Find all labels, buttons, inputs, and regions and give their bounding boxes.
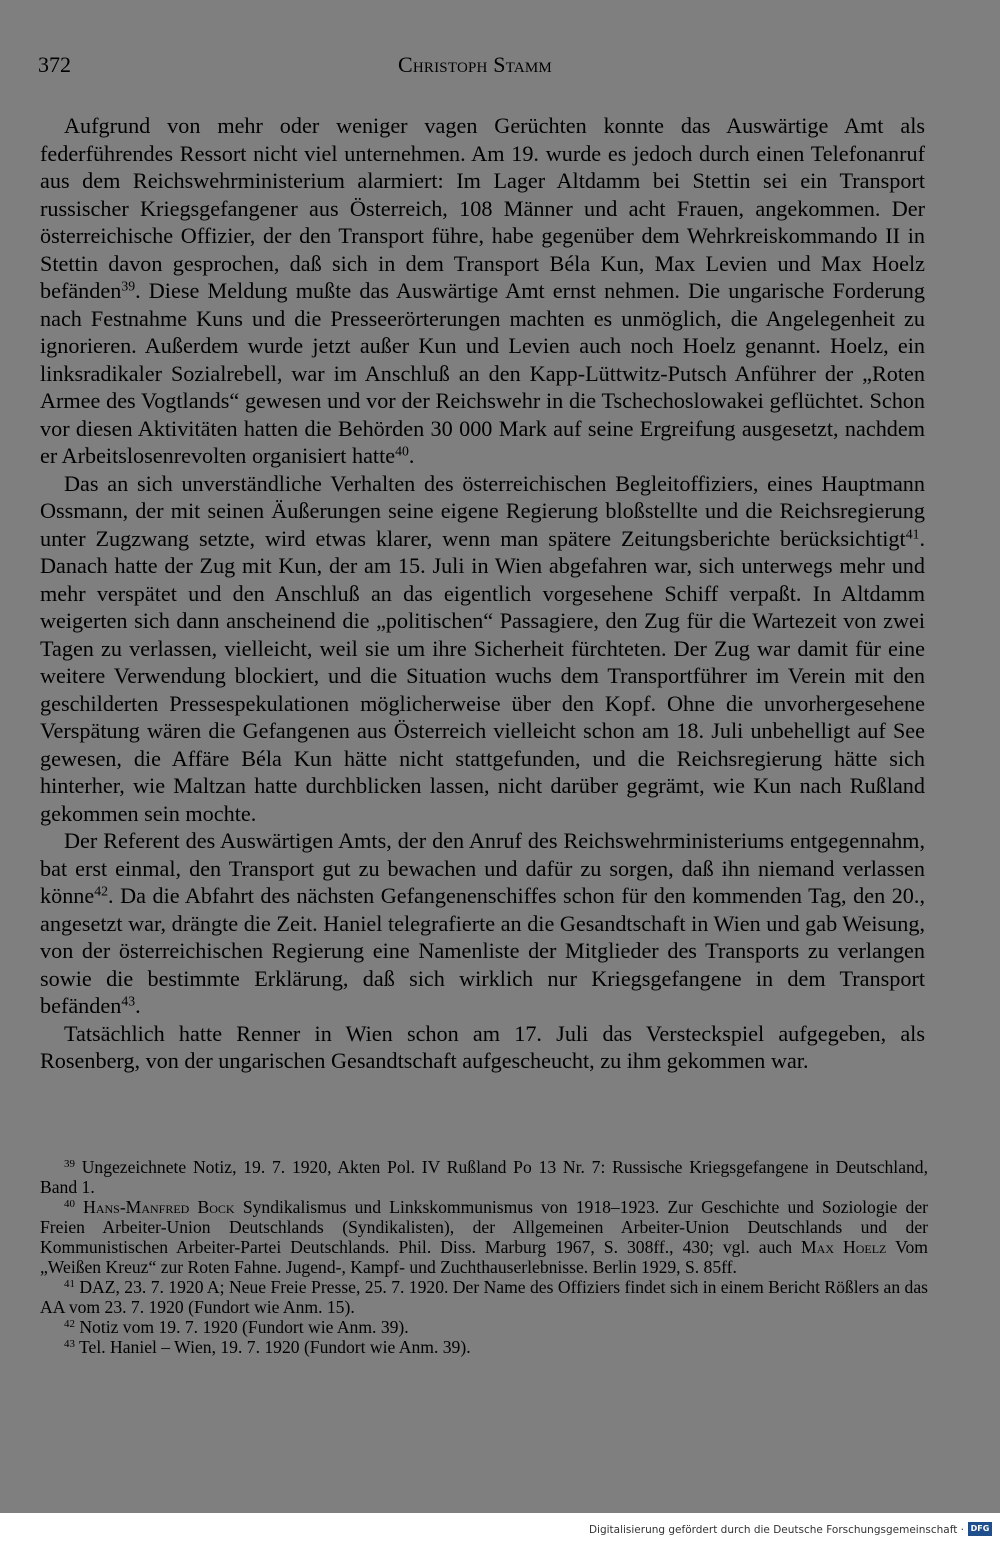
footnotes — [40, 1157, 928, 1357]
footnote: $^{40}$ Hans-Manfred Bock Syndikalismus und Linkskommunismus von 1918–1923. Zur Geschichte und Soziologie der Freien Arbeiter-Union Deutschlands (Syndikalisten), der Allgemeinen Arbeiter-Union Deutschlands und der Kommunistischen Arbeiter-Partei Deutschlands. Phil. Diss. Marburg 1967, S. 308ff., 430; vgl. auch Max Hoelz Vom „Weißen Kreuz“ zur Roten Fahne. Jugend-, Kampf- und Zuchthauserlebnisse. Berlin 1929, S. 85ff. — [40, 1197, 928, 1277]
footnote-ref[interactable]: 42 — [94, 883, 108, 899]
page-number: 372 — [38, 52, 71, 77]
footnote-number: 43 — [64, 1338, 75, 1350]
dfg-logo-icon[interactable]: DFG — [968, 1522, 992, 1536]
footnote: $^{39}$ Ungezeichnete Notiz, 19. 7. 1920, Akten Pol. IV Rußland Po 13 Nr. 7: Russische Kriegsgefangene in Deutschland, Band 1. — [40, 1157, 929, 1197]
footnote-number: 41 — [64, 1278, 75, 1290]
footnote: $^{41}$ DAZ, 23. 7. 1920 A; Neue Freie Presse, 25. 7. 1920. Der Name des Offiziers findet sich in einem Bericht Rößlers an das AA vom 23. 7. 1920 (Fundort wie Anm. 15). — [40, 1277, 928, 1317]
paragraph: Der Referent des Auswärtigen Amts, der den Anruf des Reichswehrministeriums entgegennahm, bat erst einmal, den Transport gut zu bewachen und dafür zu sorgen, daß ihn niemand verlassen könne$^{42}$. Da die Abfahrt des nächsten Gefangenenschiffes schon für den kommenden Tag, den 20., angesetzt war, drängte die Zeit. Haniel telegrafierte an die Gesandtschaft in Wien und gab Weisung, von der österreichischen Regierung eine Namenliste der Mitglieder des Transports zu verlangen sowie die bestimmte Erklärung, daß sich wirklich nur Kriegsgefangene in dem Transport befänden$^{43}$. — [40, 828, 925, 1018]
footnote-number: 42 — [64, 1318, 75, 1330]
footnote: $^{42}$ Notiz vom 19. 7. 1920 (Fundort wie Anm. 39). — [64, 1317, 409, 1337]
footnote-number: 39 — [64, 1158, 75, 1170]
author-name: Max Hoelz — [801, 1237, 887, 1257]
footnote-ref[interactable]: 40 — [395, 443, 409, 459]
paragraph: Tatsächlich hatte Renner in Wien schon am 17. Juli das Versteckspiel aufgegeben, als Rosenberg, von der ungarischen Gesandtschaft aufgescheucht, zu ihm gekommen war. — [40, 1020, 925, 1073]
footnote-number: 40 — [64, 1198, 75, 1210]
footnote: $^{43}$ Tel. Haniel – Wien, 19. 7. 1920 (Fundort wie Anm. 39). — [64, 1337, 471, 1357]
footnote-ref[interactable]: 43 — [121, 993, 136, 1009]
credit-text: Digitalisierung gefördert durch die Deutsche Forschungsgemeinschaft · — [588, 1524, 964, 1536]
running-title: Christoph Stamm — [398, 52, 552, 77]
footnote-ref[interactable]: 39 — [121, 278, 136, 294]
footnote-ref[interactable]: 41 — [905, 525, 920, 541]
digitization-credit-bar — [0, 1513, 1000, 1545]
author-name: Hans-Manfred Bock — [83, 1197, 235, 1217]
body-text — [40, 112, 925, 1075]
running-head — [38, 52, 928, 86]
paragraph: Aufgrund von mehr oder weniger vagen Gerüchten konnte das Auswärtige Amt als federführendes Ressort nicht viel unternehmen. Am 19. wurde es jedoch durch einen Telefonanruf aus dem Reichswehrministerium alarmiert: Im Lager Altdamm bei Stettin sei ein Transport russischer Kriegsgefangener aus Österreich, 108 Männer und acht Frauen, angekommen. Der österreichische Offizier, der den Transport führe, habe gegenüber dem Wehrkreiskommando II in Stettin davon gesprochen, daß sich in dem Transport Béla Kun, Max Levien und Max Hoelz befänden$^{39}$. Diese Meldung mußte das Auswärtige Amt ernst nehmen. Die ungarische Forderung nach Festnahme Kuns und die Presseerörterungen machten es unmöglich, die Angelegenheit zu ignorieren. Außerdem wurde jetzt außer Kun und Levien auch noch Hoelz genannt. Hoelz, ein linksradikaler Sozialrebell, war im Anschluß an den Kapp-Lüttwitz-Putsch Anführer der „Roten Armee des Vogtlands“ gewesen und vor der Reichswehr in die Tschechoslowakei geflüchtet. Schon vor diesen Aktivitäten hatten die Behörden 30 000 Mark auf seine Ergreifung ausgesetzt, nachdem er Arbeitslosenrevolten organisiert hatte$^{40}$. — [40, 113, 925, 468]
paragraph: Das an sich unverständliche Verhalten des österreichischen Begleitoffiziers, eines Hauptmann Ossmann, der mit seinen Äußerungen seine eigene Regierung bloßstellte und die Reichsregierung unter Zugzwang setzte, wird etwas klarer, wenn man spätere Zeitungsberichte berücksichtigt$^{41}$. Danach hatte der Zug mit Kun, der am 15. Juli in Wien abgefahren war, sich unterwegs mehr und mehr verspätet und den Anschluß an das eigentlich vorgesehene Schiff verpaßt. In Altdamm weigerten sich dann anscheinend die „politischen“ Passagiere, den Zug für die Wartezeit von zwei Tagen zu verlassen, vielleicht, weil sie um ihre Sicherheit fürchteten. Der Zug war damit für eine weitere Verwendung blockiert, und die Situation wuchs dem Transportführer im Verein mit den geschilderten Pressespekulationen möglicherweise über den Kopf. Ohne die unvorhergesehene Verspätung wären die Gefangenen aus Österreich vielleicht schon am 18. Juli unbehelligt auf See gewesen, die Affäre Béla Kun hätte nicht stattgefunden, und die Reichsregierung hätte sich hinterher, wie Maltzan hatte durchblicken lassen, nicht darüber gegrämt, wie Kun nach Rußland gekommen sein mochte. — [40, 470, 925, 826]
